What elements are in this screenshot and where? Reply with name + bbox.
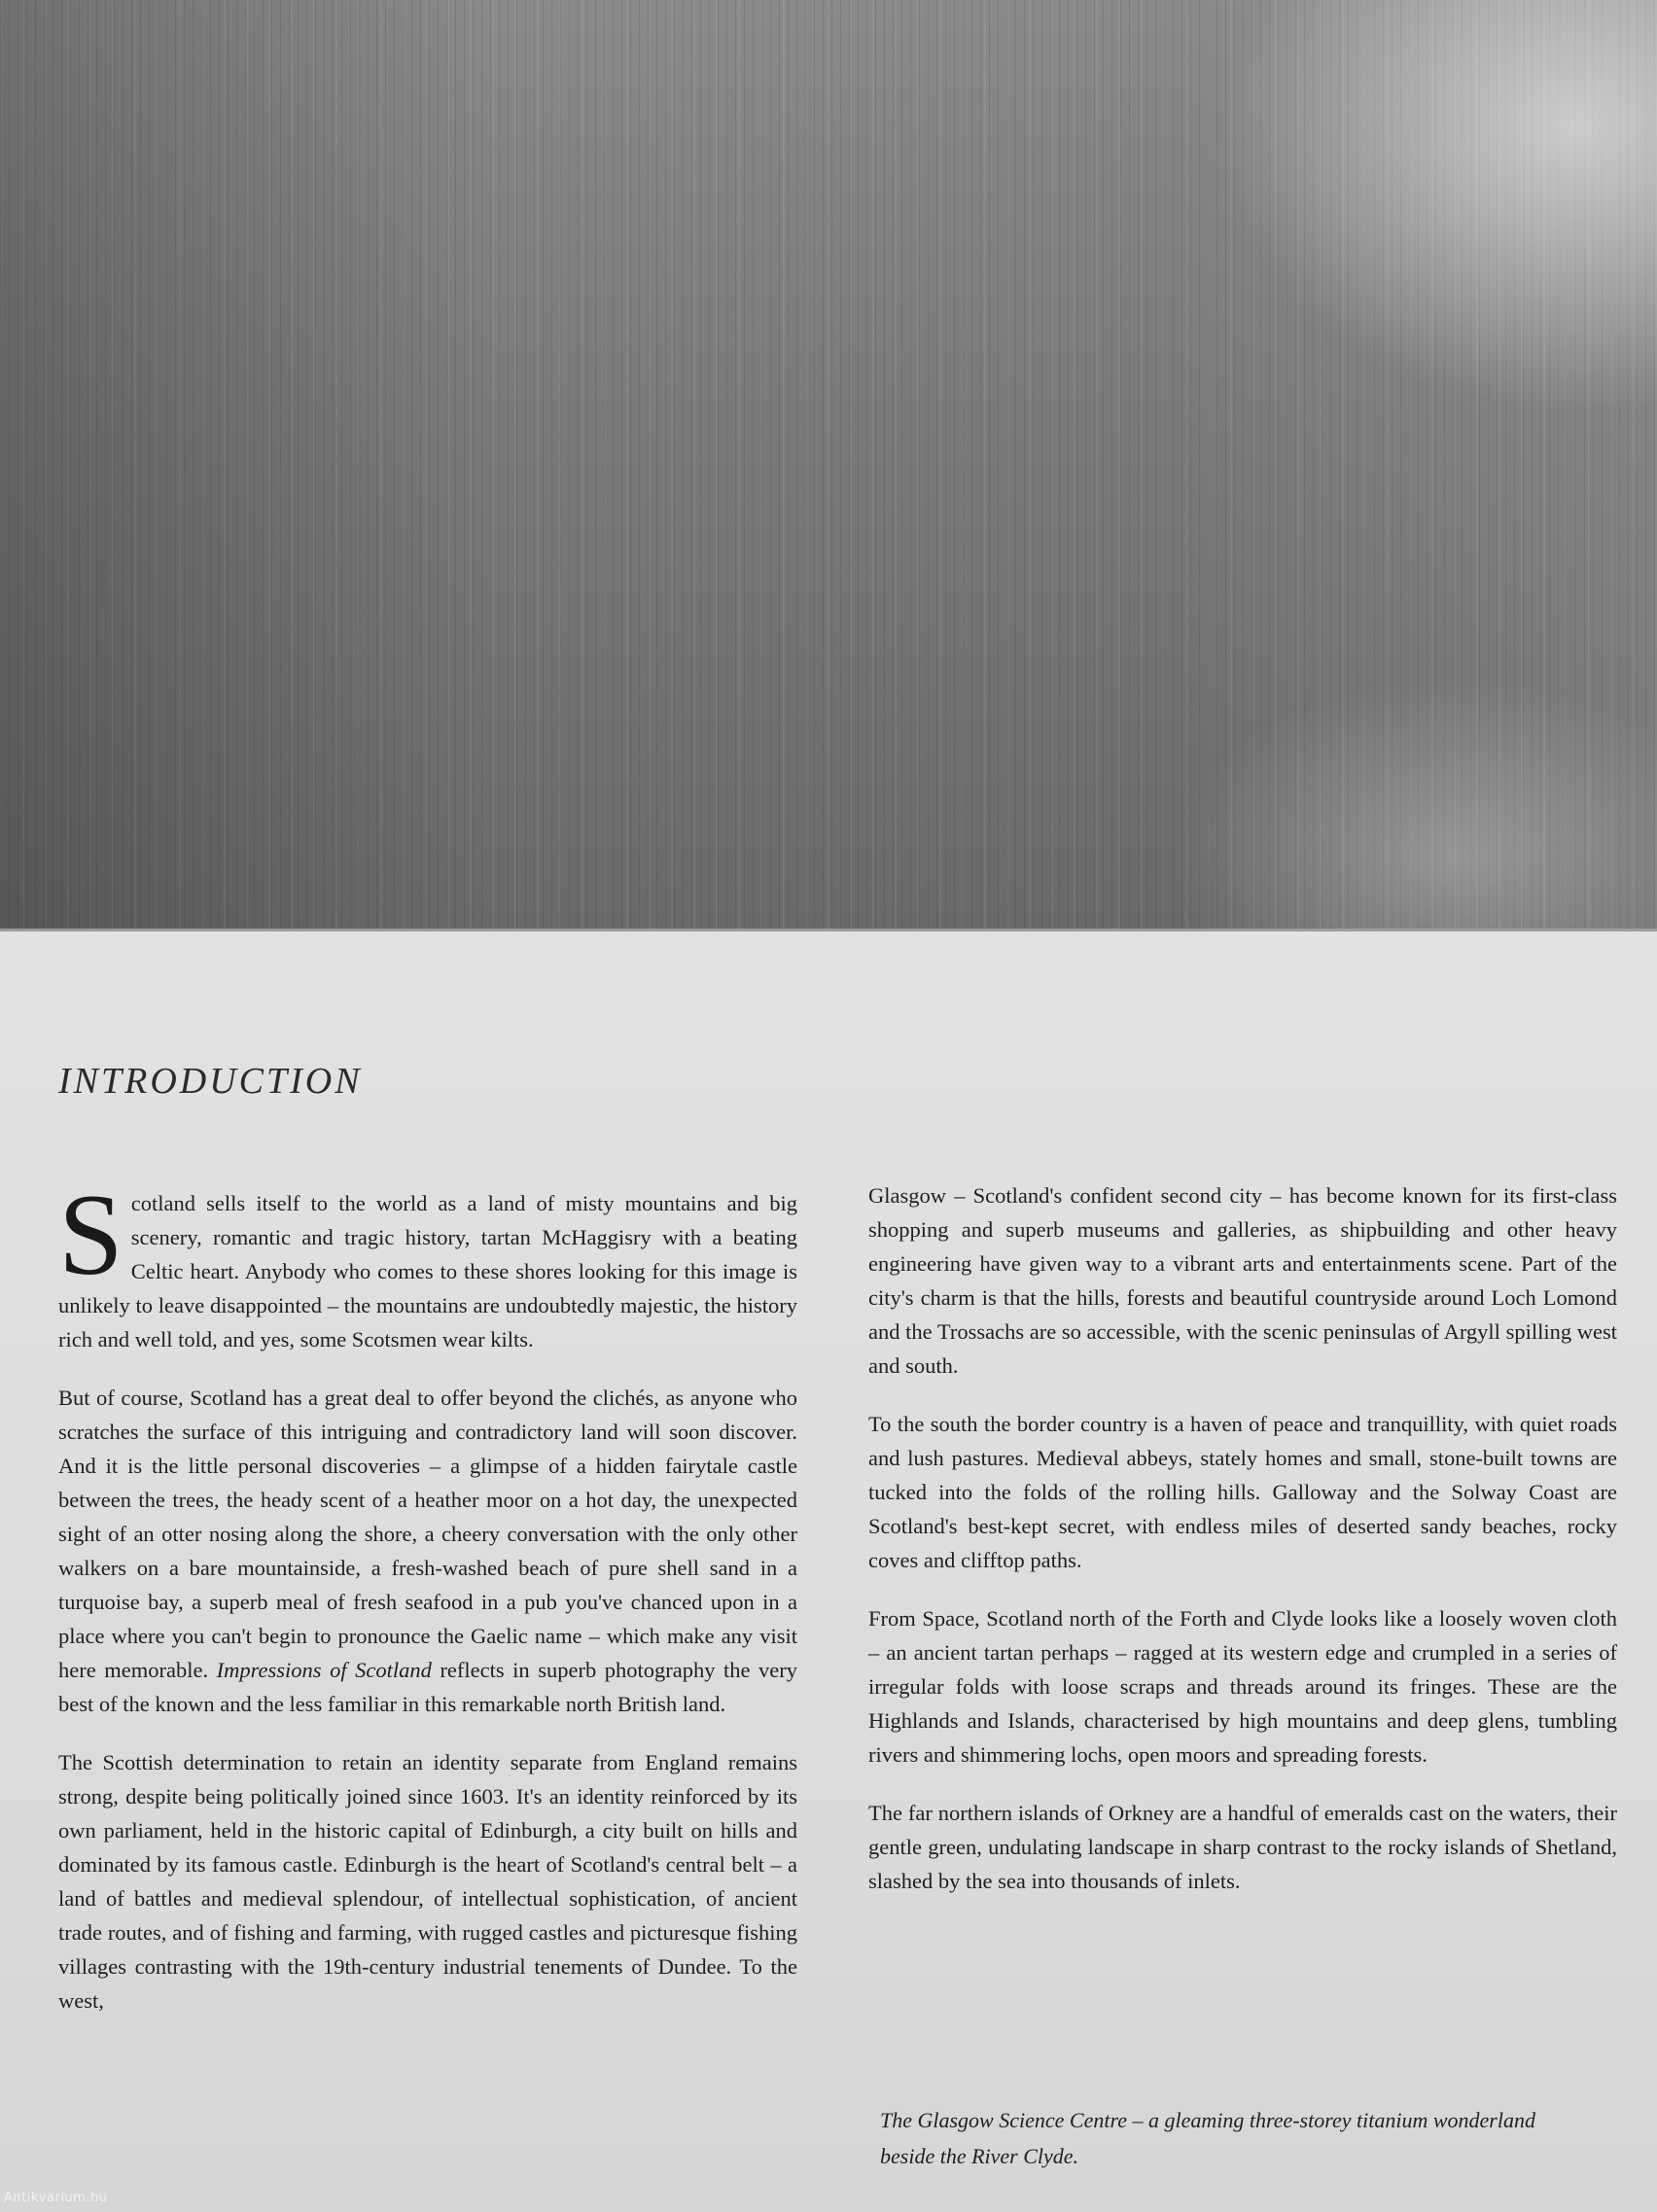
paragraph-3: The Scottish determination to retain an identity separate from England remains strong, despite being politically joined since 1603. It's an identity reinforced by its own parliament, held in the historic capital of Edinburgh, a city built on hills and dominated by its famous castle. Edinburgh is the heart of Scotland's central belt – a land of battles and medieval splendour, of intellectual sophistication, of ancient trade routes, and of fishing and farming, with rugged castles and picturesque fishing villages contrasting with the 19th-century industrial tenements of Dundee. To the west, [58, 1750, 797, 2013]
photo-shading [0, 0, 1657, 929]
paragraph-5: To the south the border country is a haven of peace and tranquillity, with quiet roads and lush pastures. Medieval abbeys, stately homes and small, stone-built towns are tucked into the folds of the rolling hills. Galloway and the Solway Coast are Scotland's best-kept secret, with endless miles of deserted sandy beaches, rocky coves and clifftop paths. [868, 1412, 1617, 1572]
watermark: Antikvarium.hu [4, 2191, 108, 2205]
paragraph-1-text: cotland sells itself to the world as a land of misty mountains and big scenery, romantic and tragic history, tartan McHaggisry with a beating Celtic heart. Anybody who comes to these shores looking for this image is unlikely to leave disappointed – the mountains are undoubtedly majestic, the history rich and well told, and yes, some Scotsmen wear kilts. [58, 1191, 797, 1352]
right-column [868, 1178, 1617, 1922]
paragraph-2-tail: reflects in superb photography the very best of the known and the less familiar in this remarkable north British land. [58, 1658, 798, 1716]
paragraph-2 [58, 1381, 797, 1721]
book-title: Impressions of Scotland [216, 1658, 432, 1682]
paragraph-2-text: But of course, Scotland has a great deal to offer beyond the clichés, as anyone who scratches the surface of this intriguing and contradictory land will soon discover. And it is the little personal discoveries – a glimpse of a hidden fairytale castle between the trees, the heady scent of a heather moor on a hot day, the unexpected sight of an otter nosing along the shore, a cheery conversation with the only other walkers on a bare mountainside, a fresh-washed beach of pure shell sand in a turquoise bay, a superb meal of fresh seafood in a pub you've chanced upon in a place where you can't begin to pronounce the Gaelic name – which make any visit here memorable. [58, 1386, 797, 1682]
paragraph-1 [58, 1170, 797, 1356]
paragraph-4: Glasgow – Scotland's confident second city – has become known for its first-class shopping and superb museums and galleries, as shipbuilding and other heavy engineering have given way to a vibrant arts and entertainments scene. Part of the city's charm is that the hills, forests and beautiful countryside around Loch Lomond and the Trossachs are so accessible, with the scenic peninsulas of Argyll spilling west and south. [868, 1183, 1617, 1378]
paragraph-7: The far northern islands of Orkney are a handful of emeralds cast on the waters, their gentle green, undulating landscape in sharp contrast to the rocky islands of Shetland, slashed by the sea into thousands of inlets. [868, 1801, 1617, 1893]
paragraph-6: From Space, Scotland north of the Forth and Clyde looks like a loosely woven cloth – an ancient tartan perhaps – ragged at its western edge and crumpled in a series of irregular folds with loose scraps and threads around its fringes. These are the Highlands and Islands, characterised by high mountains and deep glens, tumbling rivers and shimmering lochs, open moors and spreading forests. [868, 1606, 1617, 1767]
page-title: INTRODUCTION [58, 1061, 363, 1102]
drop-cap: S [58, 1170, 123, 1299]
left-column [58, 1170, 798, 2042]
photo-caption: The Glasgow Science Centre – a gleaming three-storey titanium wonderland beside the River Clyde. [880, 2108, 1535, 2168]
